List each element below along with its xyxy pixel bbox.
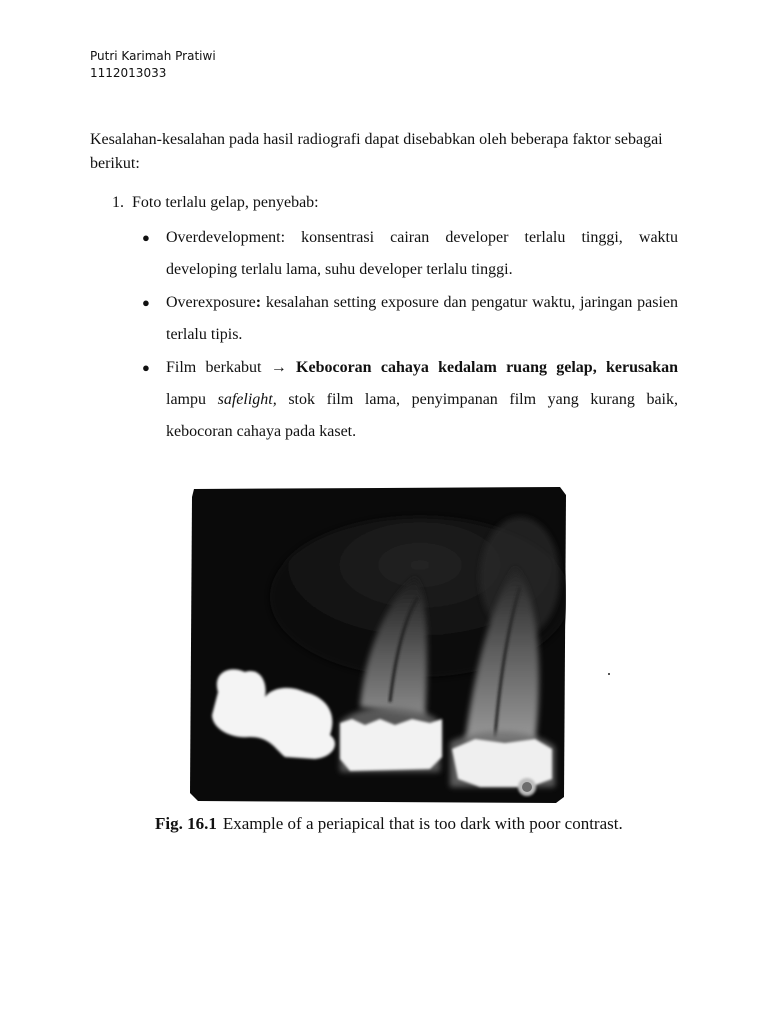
bullet-text: konsentrasi cairan developer terlalu tinggi, waktu developing terlalu lama, suhu developer terlalu tinggi. bbox=[166, 229, 678, 278]
list-title: Foto terlalu gelap, penyebab: bbox=[132, 194, 319, 211]
bullet-item-overexposure bbox=[140, 287, 678, 351]
bullet-dot-icon: ● bbox=[142, 230, 150, 245]
bullet-text: kesalahan setting exposure dan pengatur waktu, jaringan pasien terlalu tipis. bbox=[166, 294, 678, 343]
bullet-lead: Overdevelopment: bbox=[166, 229, 286, 246]
figure-caption-text: Example of a periapical that is too dark with poor contrast. bbox=[222, 814, 623, 833]
bullet-dot-icon: ● bbox=[142, 360, 150, 375]
author-name: Putri Karimah Pratiwi bbox=[90, 49, 216, 63]
radiograph-image bbox=[190, 487, 566, 803]
periapical-radiograph-figure bbox=[190, 487, 566, 803]
bullet-lead: Film berkabut → bbox=[166, 359, 297, 376]
bullet-item-overdevelopment bbox=[140, 222, 678, 286]
bullet-text-a: lampu bbox=[166, 391, 218, 408]
bullet-lead: Overexposure bbox=[166, 294, 256, 311]
bullet-text-b: stok film lama, penyimpanan film yang kurang baik, kebocoran cahaya pada kaset. bbox=[166, 391, 678, 440]
numbered-item-1 bbox=[112, 191, 319, 215]
restoration-middle-crown bbox=[340, 719, 442, 771]
bullet-colon: : bbox=[255, 294, 262, 311]
figure-caption bbox=[155, 814, 625, 833]
figure-label: Fig. 16.1 bbox=[155, 814, 217, 833]
bullet-italic-text: safelight, bbox=[217, 391, 277, 408]
bullet-dot-icon: ● bbox=[142, 295, 150, 310]
bullet-bold-text: Kebocoran cahaya kedalam ruang gelap, kerusakan bbox=[296, 359, 678, 376]
author-header bbox=[90, 48, 216, 82]
list-number: 1. bbox=[112, 194, 124, 211]
restoration-right-crown bbox=[452, 739, 552, 787]
intro-paragraph: Kesalahan-kesalahan pada hasil radiografi dapat disebabkan oleh beberapa faktor sebagai berikut: bbox=[90, 131, 663, 172]
author-id: 1112013033 bbox=[90, 66, 167, 80]
bullet-item-film-berkabut bbox=[140, 352, 678, 448]
speck bbox=[608, 673, 610, 675]
bullet-list bbox=[140, 222, 678, 449]
